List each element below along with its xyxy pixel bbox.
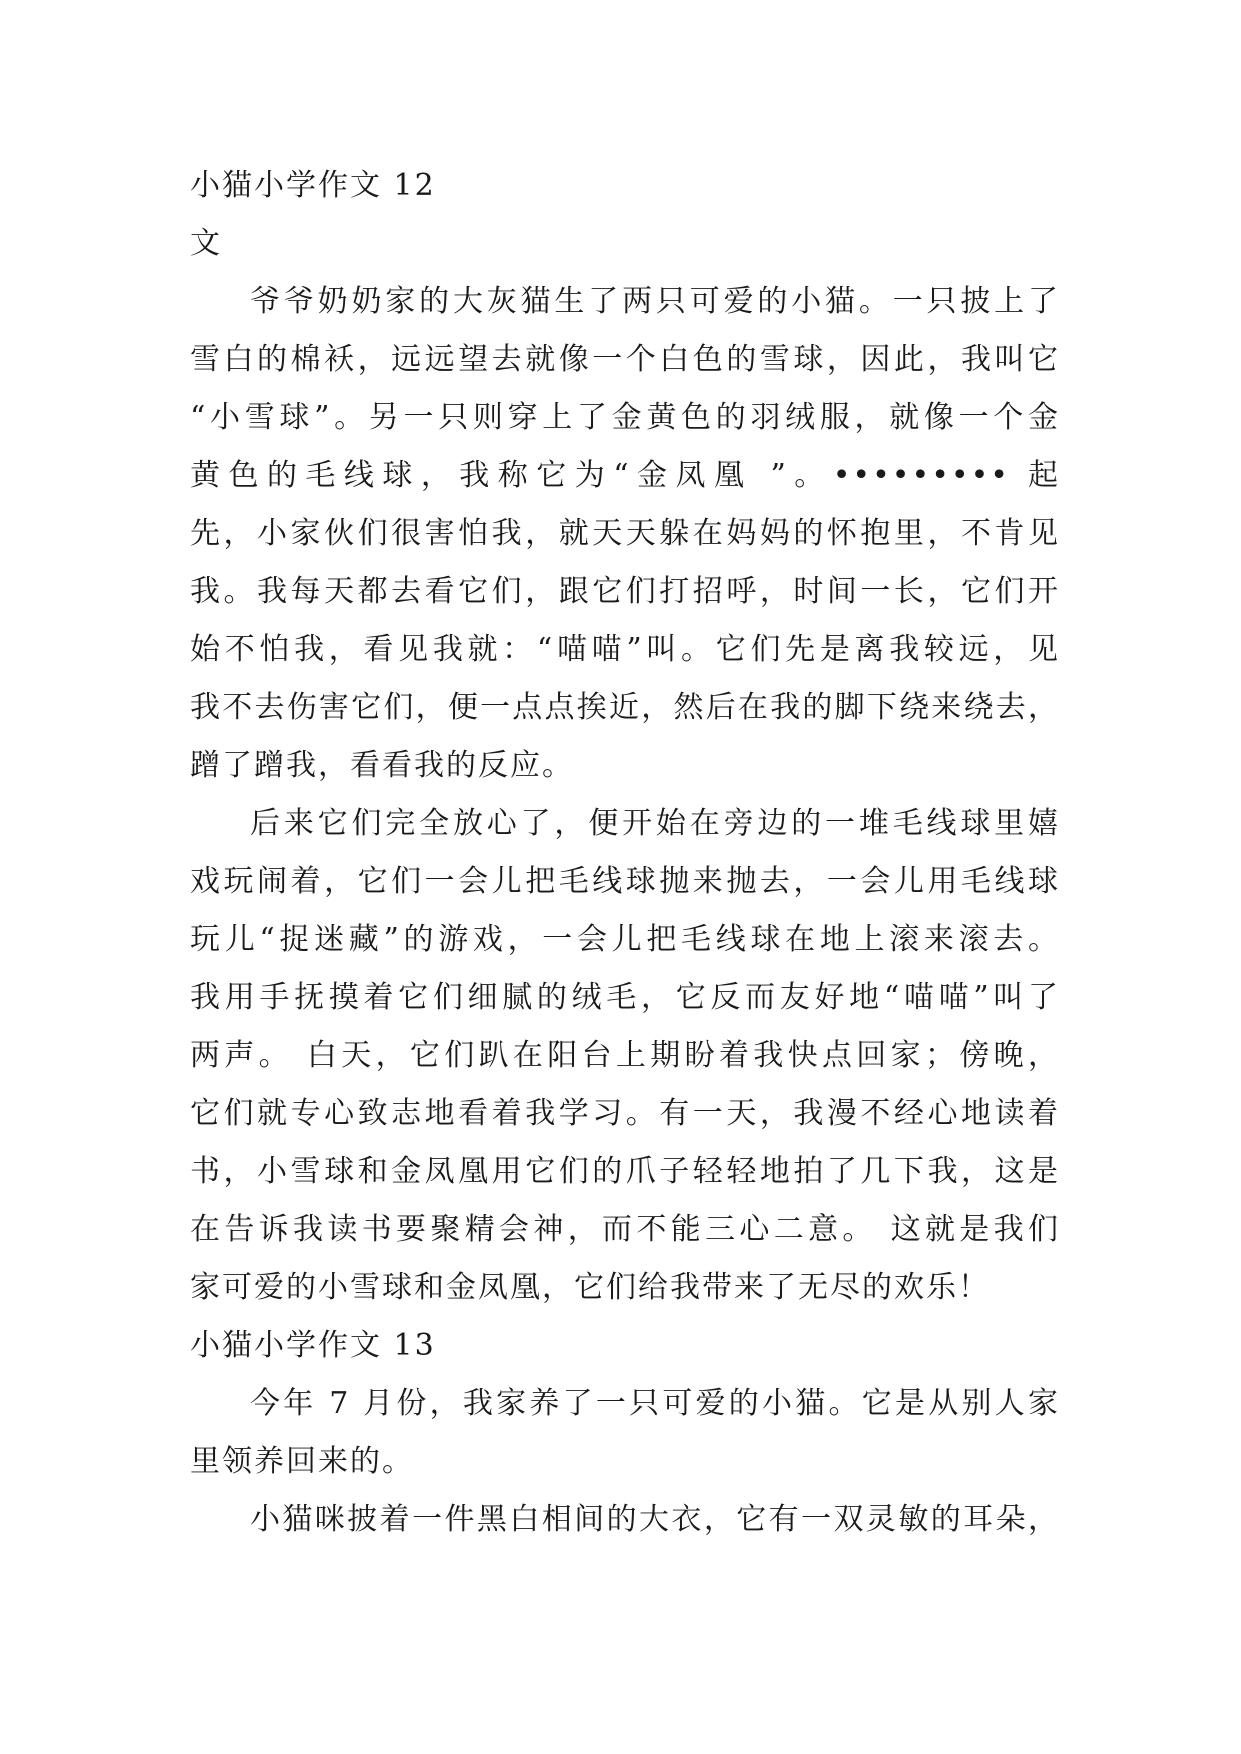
- paragraph-line: 里领养回来的。: [190, 1444, 414, 1479]
- text-line: 文: [190, 226, 222, 261]
- essay-title: 小猫小学作文 13: [190, 1328, 436, 1363]
- paragraph-line: 后来它们完全放心了，便开始在旁边的一堆毛线球里嬉: [250, 806, 1060, 841]
- paragraph-line: 黄色的毛线球，我称它为“金凤凰 ”。••••••••• 起: [190, 458, 1060, 493]
- paragraph-line: 爷爷奶奶家的大灰猫生了两只可爱的小猫。一只披上了: [250, 284, 1060, 319]
- paragraph-line: 玩儿“捉迷藏”的游戏，一会儿把毛线球在地上滚来滚去。: [190, 922, 1060, 957]
- paragraph-line: 戏玩闹着，它们一会儿把毛线球抛来抛去，一会儿用毛线球: [190, 864, 1060, 899]
- paragraph-line: 它们就专心致志地看着我学习。有一天，我漫不经心地读着: [190, 1096, 1060, 1131]
- paragraph-line: 始不怕我，看见我就：“喵喵”叫。它们先是离我较远，见: [190, 632, 1060, 667]
- paragraph-line: “小雪球”。另一只则穿上了金黄色的羽绒服，就像一个金: [190, 400, 1060, 435]
- paragraph-line: 先，小家伙们很害怕我，就天天躲在妈妈的怀抱里，不肯见: [190, 516, 1060, 551]
- paragraph-line: 我。我每天都去看它们，跟它们打招呼，时间一长，它们开: [190, 574, 1060, 609]
- paragraph-line: 在告诉我读书要聚精会神，而不能三心二意。 这就是我们: [190, 1212, 1060, 1247]
- paragraph-line: 今年 7 月份，我家养了一只可爱的小猫。它是从别人家: [250, 1386, 1060, 1421]
- paragraph-line: 雪白的棉袄，远远望去就像一个白色的雪球，因此，我叫它: [190, 342, 1060, 377]
- paragraph-line: 蹭了蹭我，看看我的反应。: [190, 748, 574, 783]
- paragraph-line: 我用手抚摸着它们细腻的绒毛，它反而友好地“喵喵”叫了: [190, 980, 1060, 1015]
- paragraph-line: 小猫咪披着一件黑白相间的大衣，它有一双灵敏的耳朵，: [250, 1502, 1060, 1537]
- paragraph-line: 两声。 白天，它们趴在阳台上期盼着我快点回家；傍晚，: [190, 1038, 1060, 1073]
- paragraph-line: 我不去伤害它们，便一点点挨近，然后在我的脚下绕来绕去，: [190, 690, 1060, 725]
- essay-title: 小猫小学作文 12: [190, 168, 436, 203]
- paragraph-line: 家可爱的小雪球和金凤凰，它们给我带来了无尽的欢乐！: [190, 1270, 990, 1305]
- paragraph-line: 书，小雪球和金凤凰用它们的爪子轻轻地拍了几下我，这是: [190, 1154, 1060, 1189]
